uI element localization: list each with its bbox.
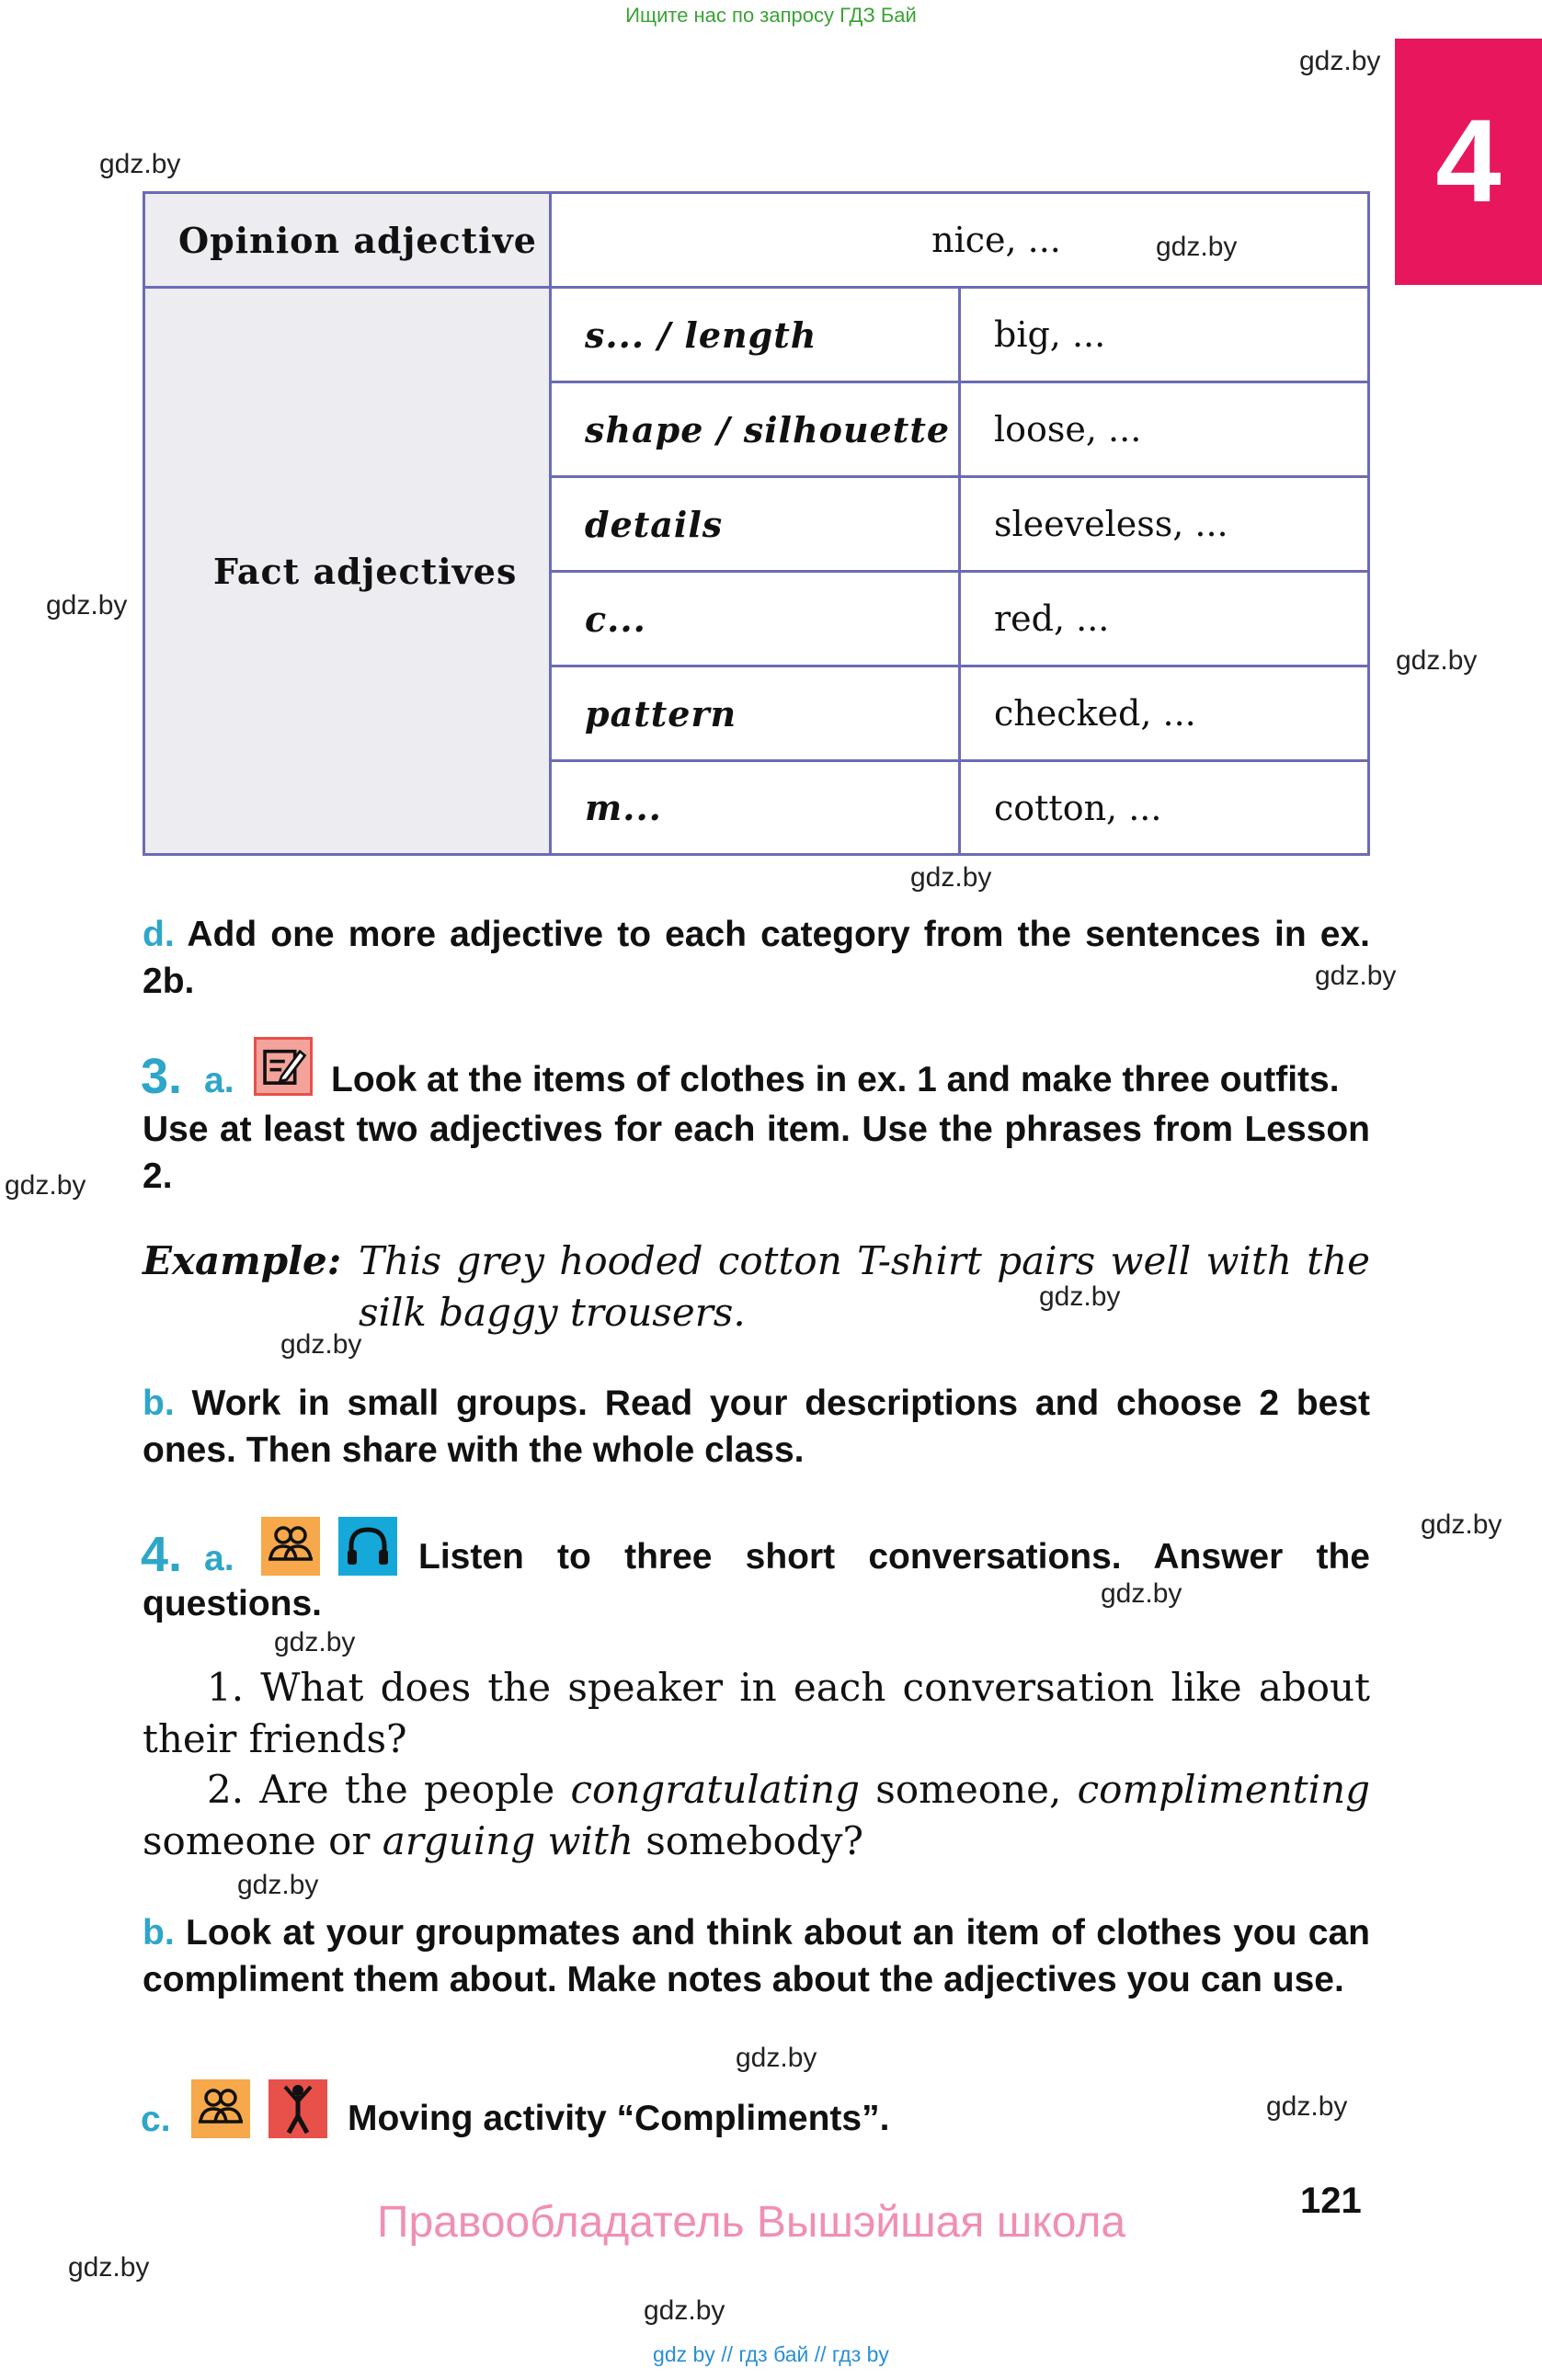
question-text-part: someone or <box>143 1818 383 1863</box>
exercise-text-rest: Use at least two adjectives for each item. Use the phrases from Lesson 2. <box>143 1110 1370 1196</box>
adjectives-table <box>143 191 1370 856</box>
watermark: gdz.by <box>5 1170 86 1201</box>
example-value: sleeveless, ... <box>994 504 1228 544</box>
example-value: big, ... <box>994 314 1106 355</box>
opinion-header: Opinion adjective <box>178 219 537 261</box>
category-label: shape / silhouette <box>585 408 951 450</box>
category-label: pattern <box>585 692 737 734</box>
example-cell <box>958 286 1370 383</box>
watermark: gdz.by <box>1101 1578 1182 1609</box>
opinion-value-cell <box>549 191 1370 289</box>
question-text-part: somebody? <box>633 1818 864 1863</box>
question-italic-word: complimenting <box>1077 1767 1371 1812</box>
question-italic-word: congratulating <box>570 1767 860 1812</box>
exercise-number: 4. <box>141 1527 183 1582</box>
category-label: c... <box>585 598 646 640</box>
category-label: details <box>585 503 724 545</box>
example-value: red, ... <box>994 598 1110 639</box>
watermark: gdz.by <box>1039 1281 1121 1312</box>
exercise-4b <box>143 1909 1370 2003</box>
watermark: gdz.by <box>1421 1509 1502 1540</box>
watermark: gdz.by <box>736 2043 817 2073</box>
exercise-text: Work in small groups. Read your descriptions and choose 2 best ones. Then share with the whole class. <box>143 1384 1370 1470</box>
question-text-part: someone, <box>860 1767 1078 1812</box>
example-value: loose, ... <box>994 409 1142 450</box>
watermark: gdz.by <box>68 2252 150 2283</box>
moving-activity-icon <box>268 2079 327 2138</box>
watermark: gdz.by <box>237 1870 319 1900</box>
exercise-letter: a. <box>204 1061 234 1100</box>
exercise-text: Listen to three short conversations. Answer the questions. <box>143 1537 1370 1623</box>
category-cell <box>549 665 961 762</box>
example-cell <box>958 665 1370 762</box>
example-cell <box>958 475 1370 573</box>
writing-icon <box>254 1037 313 1096</box>
question-text: What does the speaker in each conversation like about their friends? <box>143 1665 1370 1761</box>
exercise-text: Moving activity “Compliments”. <box>348 2099 890 2138</box>
category-cell <box>549 286 961 383</box>
category-cell <box>549 570 961 667</box>
example-cell <box>958 759 1370 856</box>
category-label: s... / length <box>585 313 817 356</box>
page-number: 121 <box>1300 2181 1362 2221</box>
category-cell <box>549 381 961 478</box>
watermark: gdz.by <box>280 1329 362 1360</box>
example-value: cotton, ... <box>994 787 1162 828</box>
watermark: gdz.by <box>1266 2091 1348 2122</box>
question-2 <box>143 1764 1370 1867</box>
exercise-text-line1: Look at the items of clothes in ex. 1 and make three outfits. <box>331 1060 1340 1099</box>
top-search-link[interactable]: Ищите нас по запросу ГДЗ Бай <box>625 4 917 27</box>
category-cell <box>549 759 961 856</box>
question-1 <box>143 1662 1370 1765</box>
opinion-header-cell <box>143 191 552 289</box>
exercise-letter: b. <box>143 1384 175 1423</box>
exercise-2d <box>143 911 1370 1005</box>
copyright-owner: Правообладатель Вышэйшая школа <box>377 2198 1126 2247</box>
exercise-letter: b. <box>143 1913 175 1953</box>
opinion-value: nice, ... <box>931 220 1061 260</box>
example-cell <box>958 381 1370 478</box>
exercise-number: 3. <box>141 1049 183 1104</box>
watermark: gdz.by <box>1299 46 1381 76</box>
fact-header-cell <box>143 286 552 856</box>
watermark: gdz.by <box>910 862 992 893</box>
question-text-part: Are the people <box>259 1767 571 1812</box>
fact-header: Fact adjectives <box>213 550 518 592</box>
watermark: gdz.by <box>99 149 181 179</box>
watermark: gdz.by <box>1156 232 1238 262</box>
exercise-text: Look at your groupmates and think about an item of clothes you can compliment them about. Make notes about the adjectives you can use. <box>143 1913 1370 1999</box>
example-cell <box>958 570 1370 667</box>
example-sentence: This grey hooded cotton T-shirt pairs well with the silk baggy trousers. <box>359 1238 1370 1335</box>
watermark: gdz.by <box>1315 961 1397 991</box>
example-label: Example: <box>143 1238 342 1283</box>
watermark: gdz.by <box>274 1627 356 1657</box>
example-value: checked, ... <box>994 693 1196 734</box>
exercise-letter: c. <box>141 2100 171 2139</box>
watermark: gdz.by <box>644 2295 725 2326</box>
exercise-3b <box>143 1380 1370 1474</box>
exercise-letter: a. <box>204 1539 234 1578</box>
exercise-text: Add one more adjective to each category from the sentences in ex. 2b. <box>143 915 1371 1001</box>
question-number: 1. <box>207 1665 245 1710</box>
watermark: gdz.by <box>1396 645 1478 676</box>
exercise-letter: d. <box>143 915 175 954</box>
category-label: m... <box>585 787 662 828</box>
category-cell <box>549 475 961 573</box>
question-number: 2. <box>207 1767 245 1812</box>
chapter-number-tab: 4 <box>1395 39 1542 285</box>
watermark: gdz.by <box>46 590 128 621</box>
question-italic-word: arguing with <box>382 1818 634 1863</box>
bottom-links[interactable]: gdz by // гдз бай // гдз by <box>653 2342 889 2366</box>
group-work-icon <box>191 2079 250 2138</box>
